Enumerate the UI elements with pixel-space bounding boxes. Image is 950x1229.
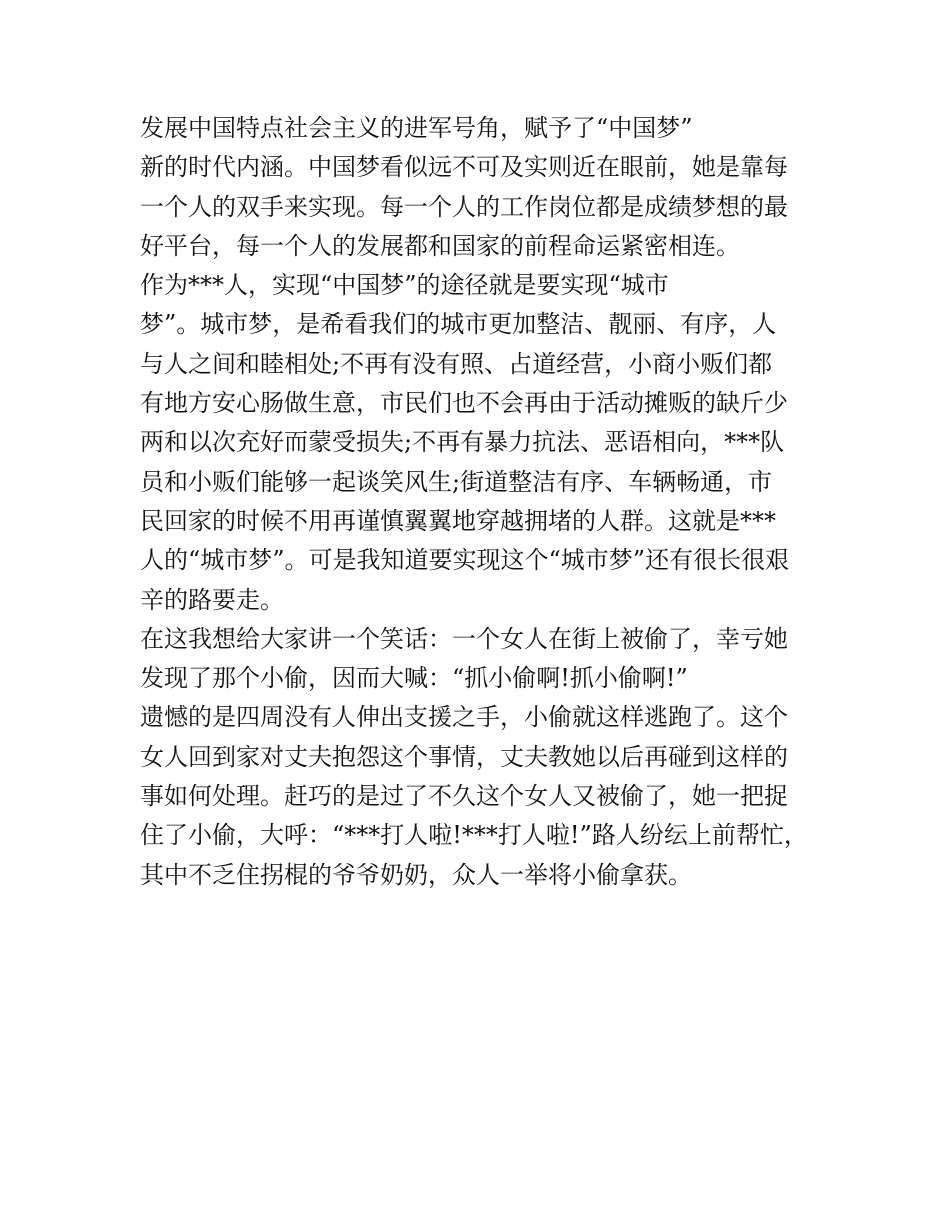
text-line: 与人之间和睦相处;不再有没有照、占道经营，小商小贩们都 [140, 349, 773, 378]
text-line: 发现了那个小偷，因而大喊：“抓小偷啊!抓小偷啊!” [140, 664, 688, 693]
text-line: 梦”。城市梦，是希看我们的城市更加整洁、靓丽、有序，人 [140, 310, 777, 339]
text-line: 人的“城市梦”。可是我知道要实现这个“城市梦”还有很长很艰 [140, 546, 790, 575]
text-line: 辛的路要走。 [140, 585, 284, 614]
text-line: 其中不乏住拐棍的爷爷奶奶，众人一举将小偷拿获。 [140, 860, 692, 889]
body-text [140, 109, 830, 895]
text-line: 发展中国特点社会主义的进军号角，赋予了“中国梦” [140, 114, 693, 142]
text-line: 住了小偷，大呼：“***打人啦!***打人啦!”路人纷纭上前帮忙， [140, 821, 808, 850]
text-line: 遗憾的是四周没有人伸出支援之手，小偷就这样逃跑了。这个 [140, 703, 788, 732]
text-line: 员和小贩们能够一起谈笑风生;街道整洁有序、车辆畅通，市 [140, 467, 773, 496]
text-line: 事如何处理。赶巧的是过了不久这个女人又被偷了，她一把捉 [140, 782, 788, 811]
text-line: 民回家的时候不用再谨慎翼翼地穿越拥堵的人群。这就是*** [140, 506, 776, 535]
text-line: 女人回到家对丈夫抱怨这个事情，丈夫教她以后再碰到这样的 [140, 742, 788, 771]
text-line: 两和以次充好而蒙受损失;不再有暴力抗法、恶语相向，***队 [140, 428, 785, 457]
text-line: 作为***人，实现“中国梦”的途径就是要实现“城市 [140, 271, 669, 300]
text-line: 一个人的双手来实现。每一个人的工作岗位都是成绩梦想的最 [140, 192, 788, 221]
text-line: 在这我想给大家讲一个笑话：一个女人在街上被偷了，幸亏她 [140, 624, 788, 653]
text-line: 好平台，每一个人的发展都和国家的前程命运紧密相连。 [140, 231, 740, 260]
text-line: 新的时代内涵。中国梦看似远不可及实则近在眼前，她是靠每 [140, 153, 788, 182]
text-line: 有地方安心肠做生意，市民们也不会再由于活动摊贩的缺斤少 [140, 389, 788, 418]
